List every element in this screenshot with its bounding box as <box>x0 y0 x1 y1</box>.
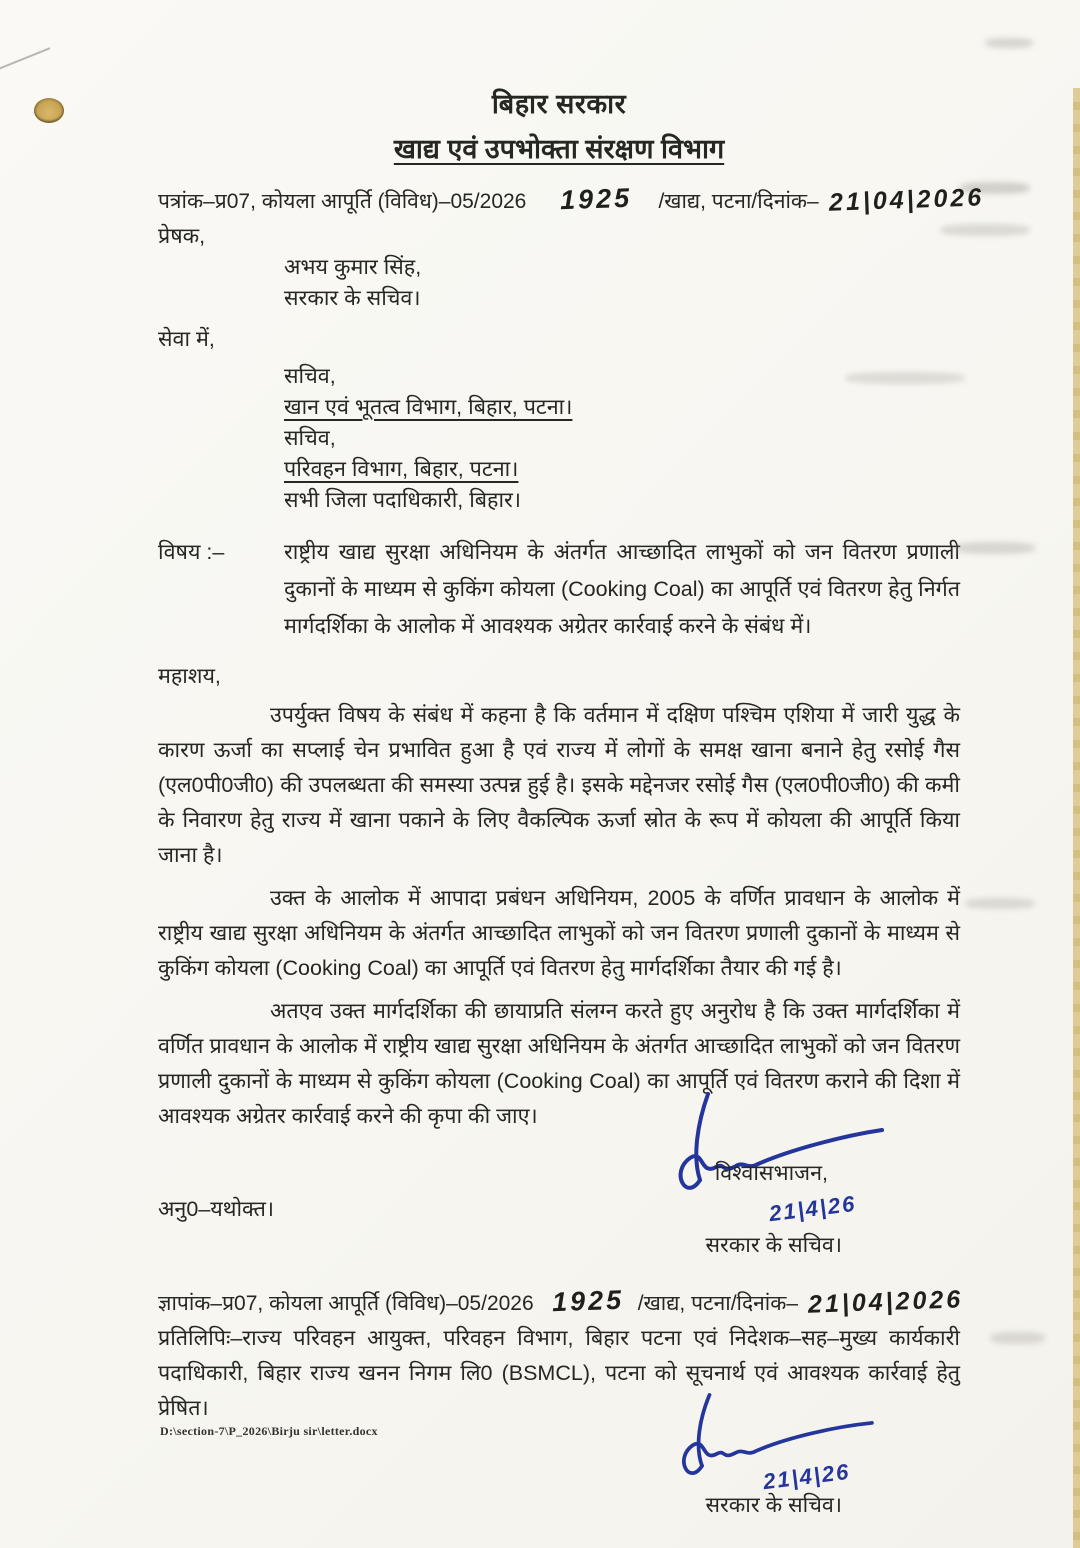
copy-to-text: प्रतिलिपिः–राज्य परिवहन आयुक्त, परिवहन विभाग, बिहार पटना एवं निदेशक–सह–मुख्य कार्यकारी पदाधिकारी, बिहार राज्य खनन निगम लि0 (BSMCL), पटना को सूचनार्थ एवं आवश्यक कार्रवाई हेतु प्रेषित। <box>158 1326 960 1420</box>
department-title: खाद्य एवं उपभोक्ता संरक्षण विभाग <box>393 134 725 164</box>
memo-handwritten-number: 1925 <box>551 1284 625 1318</box>
recipients-label: सेवा में, <box>158 327 215 351</box>
scan-smudge <box>985 38 1033 48</box>
memo-printed-left: ज्ञापांक–प्र07, कोयला आपूर्ति (विविध)–05/2026 <box>158 1292 534 1315</box>
signatory-designation-1: सरकार के सचिव। <box>705 1233 842 1257</box>
signature-date-2: 21|4|26 <box>761 1458 852 1495</box>
ref-printed-right: /खाद्य, पटना/दिनांक– <box>658 190 819 213</box>
signatory-designation-2: सरकार के सचिव। <box>705 1493 842 1517</box>
enclosure-note: अनु0–यथोक्त। <box>158 1197 274 1221</box>
body-paragraph-2: उक्त के आलोक में आपादा प्रबंधन अधिनियम, 2005 के वर्णित प्रावधान के आलोक में राष्ट्रीय खाद्य सुरक्षा अधिनियम के अंतर्गत आच्छादित लाभुकों को जन वितरण प्रणाली दुकानों के माध्यम से कुकिंग कोयला (Cooking Coal) का आपूर्ति एवं वितरण हेतु मार्गदर्शिका तैयार की गई है। <box>158 886 960 980</box>
salutation: महाशय, <box>158 664 221 688</box>
sender-label: प्रेषक, <box>158 224 206 248</box>
corner-scratch-mark <box>0 47 50 71</box>
subject-block <box>158 534 960 645</box>
punch-hole-mark <box>34 98 64 123</box>
scan-smudge <box>965 898 1035 909</box>
scan-edge-strip <box>1073 88 1080 1548</box>
document-file-path: D:\section-7\P_2026\Birju sir\letter.docx <box>160 1424 378 1438</box>
sender-name: अभय कुमार सिंह, <box>284 255 422 279</box>
recipient-line: परिवहन विभाग, बिहार, पटना। <box>284 457 519 481</box>
subject-text: राष्ट्रीय खाद्य सुरक्षा अधिनियम के अंतर्गत आच्छादित लाभुकों को जन वितरण प्रणाली दुकानों के माध्यम से कुकिंग कोयला (Cooking Coal) का आपूर्ति एवं वितरण हेतु निर्गत मार्गदर्शिका के आलोक में आवश्यक अग्रेतर कार्रवाई करने के संबंध में। <box>284 540 960 638</box>
valediction: विश्वासभाजन, <box>714 1161 828 1185</box>
subject-label: विषय :– <box>158 540 225 564</box>
government-title: बिहार सरकार <box>491 89 627 119</box>
sender-designation: सरकार के सचिव। <box>284 286 421 310</box>
ref-printed-left: पत्रांक–प्र07, कोयला आपूर्ति (विविध)–05/2026 <box>158 190 527 213</box>
letter-reference-line <box>158 182 985 217</box>
ref-handwritten-date: 21|04|2026 <box>828 183 985 217</box>
scan-smudge <box>940 224 1030 236</box>
scan-smudge <box>845 372 965 384</box>
closing-block <box>158 1134 960 1280</box>
recipient-line: सचिव, <box>284 426 336 450</box>
body-paragraph-3: अतएव उक्त मार्गदर्शिका की छायाप्रति संलग्न करते हुए अनुरोध है कि उक्त मार्गदर्शिका में वर्णित प्रावधान के आलोक में राष्ट्रीय खाद्य सुरक्षा अधिनियम के अंतर्गत आच्छादित लाभुकों को जन वितरण प्रणाली दुकानों के माध्यम से कुकिंग कोयला (Cooking Coal) का आपूर्ति एवं वितरण कराने की दिशा में आवश्यक अग्रेतर कार्रवाई करने की कृपा की जाए। <box>158 999 960 1128</box>
ref-handwritten-number: 1925 <box>559 182 633 216</box>
memo-printed-right: /खाद्य, पटना/दिनांक– <box>637 1292 799 1315</box>
scan-smudge <box>955 542 1035 554</box>
memo-closing-block <box>158 1426 960 1544</box>
scan-smudge <box>990 1332 1045 1344</box>
recipient-line: सभी जिला पदाधिकारी, बिहार। <box>284 488 521 512</box>
recipient-line: खान एवं भूतत्व विभाग, बिहार, पटना। <box>284 395 573 419</box>
memo-reference-line <box>158 1284 964 1319</box>
memo-handwritten-date: 21|04|2026 <box>807 1285 964 1319</box>
signature-date-1: 21|4|26 <box>767 1190 858 1227</box>
recipient-line: सचिव, <box>284 364 336 388</box>
body-paragraph-1: उपर्युक्त विषय के संबंध में कहना है कि वर्तमान में दक्षिण पश्चिम एशिया में जारी युद्ध के कारण ऊर्जा का सप्लाई चेन प्रभावित हुआ है एवं राज्य में लोगों के समक्ष खाना बनाने हेतु रसोई गैस (एल0पी0जी0) की उपलब्धता की समस्या उत्पन्न हुई है। इसके मद्देनजर रसोई गैस (एल0पी0जी0) की कमी के निवारण हेतु राज्य में खाना पकाने के लिए वैकल्पिक ऊर्जा स्रोत के रूप में कोयला की आपूर्ति किया जाना है। <box>158 703 960 867</box>
